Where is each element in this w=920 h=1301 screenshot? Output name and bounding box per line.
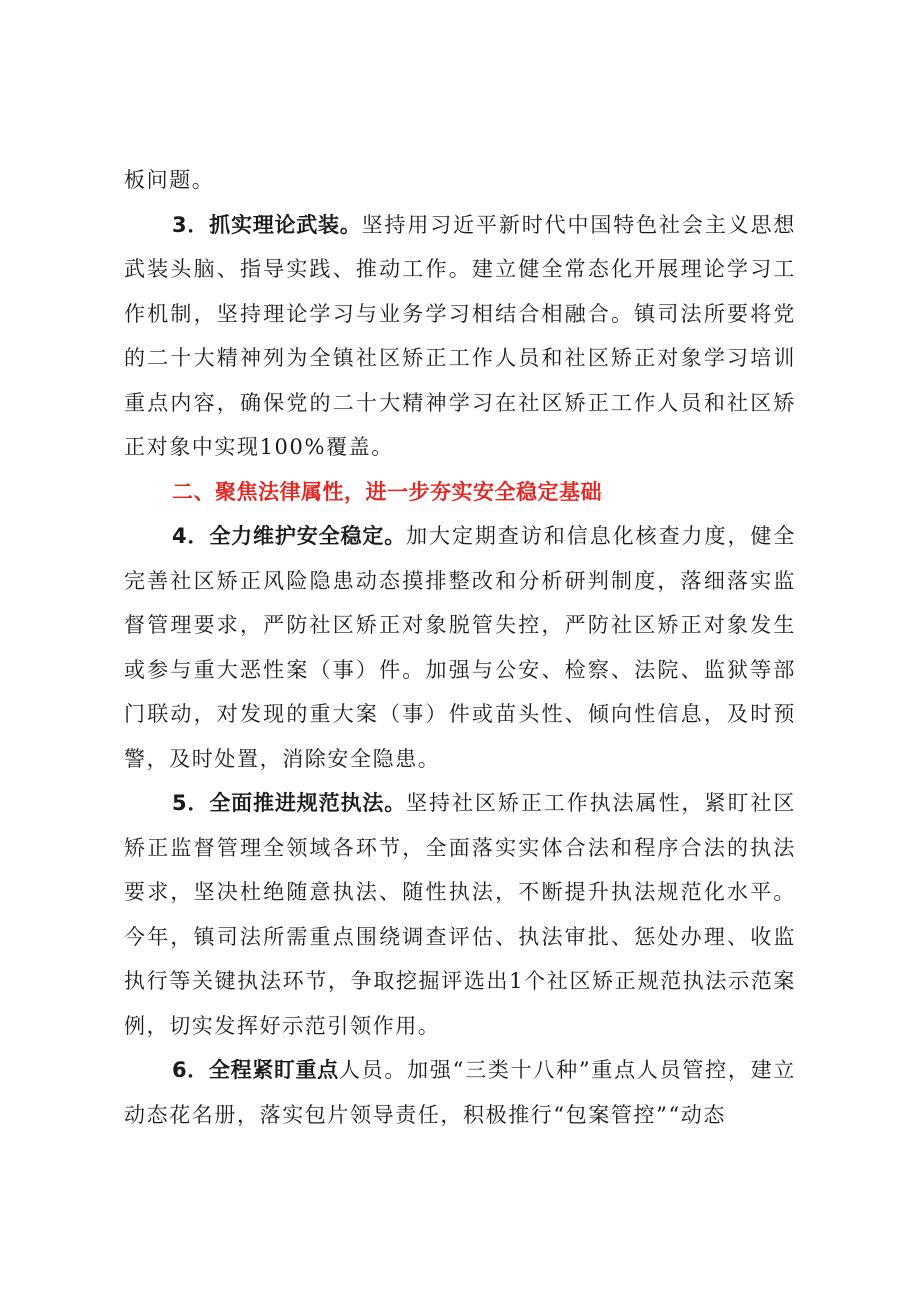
paragraph-lead: 3．抓实理论武装。 xyxy=(172,212,362,237)
paragraph-law-enforcement xyxy=(124,781,796,1048)
paragraph-lead: 6．全程紧盯重点 xyxy=(172,1058,339,1082)
section-heading: 二、聚焦法律属性，进一步夯实安全稳定基础 xyxy=(172,479,602,504)
paragraph-security xyxy=(124,514,796,781)
paragraph-text: 加大定期查访和信息化核查力度，健全完善社区矫正风险隐患动态摸排整改和分析研判制度，落细落实监督管理要求，严防社区矫正对象脱管失控，严防社区矫正对象发生或参与重大恶性案（事）件。加强与公安、检察、法院、监狱等部门联动，对发现的重大案（事）件或苗头性、倾向性信息，及时预警，及时处置，消除安全隐患。 xyxy=(124,524,796,771)
paragraph-text: 人员。加强“三类十八种”重点人员管控，建立动态花名册，落实包片领导责任，积极推行“包案管控”“动态 xyxy=(124,1058,796,1127)
document-body xyxy=(124,158,796,1137)
paragraph-lead: 4．全力维护安全稳定。 xyxy=(172,524,407,548)
paragraph-text: 坚持社区矫正工作执法属性，紧盯社区矫正监督管理全领域各环节，全面落实实体合法和程序合法的执法要求，坚决杜绝随意执法、随性执法，不断提升执法规范化水平。今年，镇司法所需重点围绕调查评估、执法审批、惩处办理、收监执行等关键执法环节，争取挖掘评选出1个社区矫正规范执法示范案例，切实发挥好示范引领作用。 xyxy=(124,791,796,1038)
paragraph-text: 板问题。 xyxy=(124,168,215,192)
paragraph-lead: 5．全面推进规范执法。 xyxy=(172,791,407,815)
paragraph-continuation xyxy=(124,158,796,203)
paragraph-key-personnel xyxy=(124,1048,796,1137)
paragraph-theory xyxy=(124,203,796,470)
paragraph-text: 坚持用习近平新时代中国特色社会主义思想武装头脑、指导实践、推动工作。建立健全常态化开展理论学习工作机制，坚持理论学习与业务学习相结合相融合。镇司法所要将党的二十大精神列为全镇社区矫正工作人员和社区矫正对象学习培训重点内容，确保党的二十大精神学习在社区矫正工作人员和社区矫正对象中实现100%覆盖。 xyxy=(124,212,796,459)
